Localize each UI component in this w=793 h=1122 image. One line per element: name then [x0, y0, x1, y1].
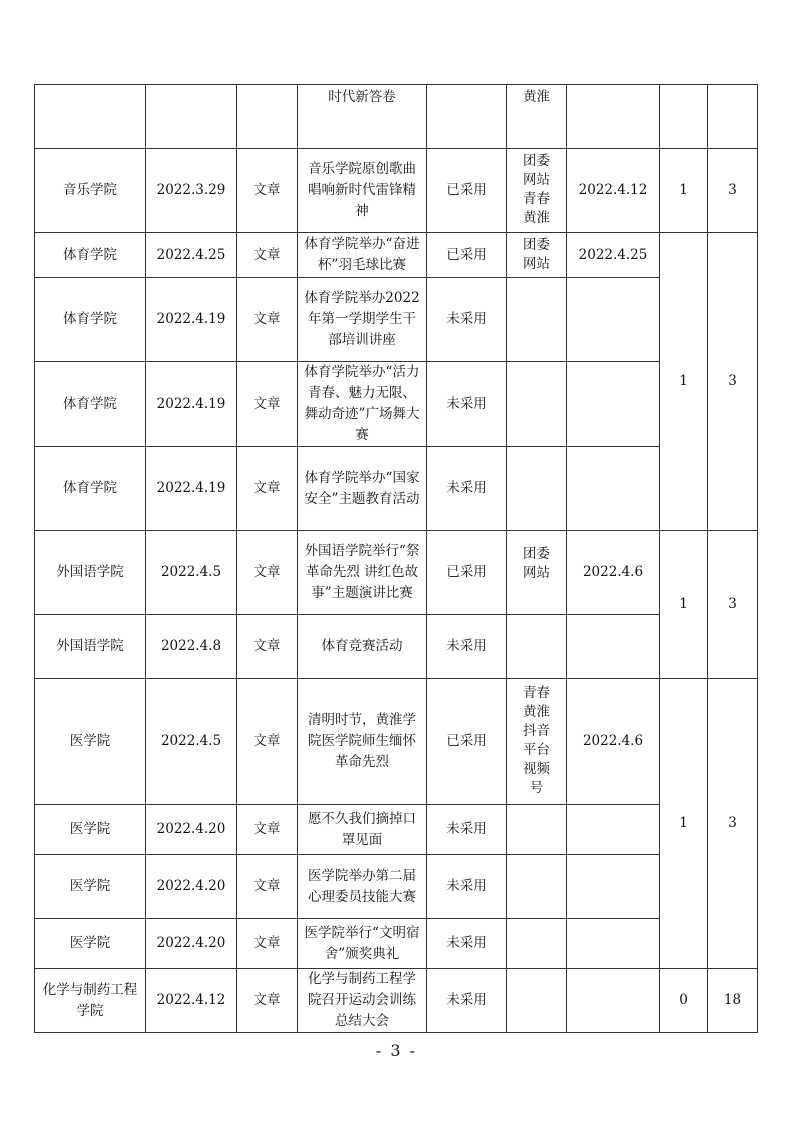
- cell-platform: 团委网站: [507, 531, 567, 615]
- cell-adopted: 1: [660, 531, 708, 679]
- cell-pubdate: [567, 919, 660, 969]
- cell-total: 3: [708, 233, 758, 531]
- table-row: [35, 362, 758, 447]
- cell-adopted: 1: [660, 149, 708, 233]
- cell-college: 医学院: [35, 805, 146, 855]
- cell-status: 未采用: [427, 362, 507, 447]
- cell-status: 已采用: [427, 679, 507, 805]
- table-row: [35, 919, 758, 969]
- cell-total: [708, 85, 758, 149]
- cell-date: 2022.4.12: [146, 969, 237, 1033]
- cell-status: [427, 85, 507, 149]
- cell-title: 体育学院举办“奋进杯”羽毛球比赛: [298, 233, 427, 278]
- cell-college: 医学院: [35, 855, 146, 919]
- cell-adopted: [660, 85, 708, 149]
- cell-college: 医学院: [35, 679, 146, 805]
- cell-college: 医学院: [35, 919, 146, 969]
- cell-type: 文章: [237, 278, 298, 362]
- table-row: [35, 855, 758, 919]
- cell-platform: [507, 805, 567, 855]
- cell-type: 文章: [237, 855, 298, 919]
- table-row: [35, 531, 758, 615]
- cell-date: [146, 85, 237, 149]
- cell-title: 化学与制药工程学院召开运动会训练总结大会: [298, 969, 427, 1033]
- cell-status: 未采用: [427, 615, 507, 679]
- cell-date: 2022.4.19: [146, 447, 237, 531]
- cell-college: [35, 85, 146, 149]
- cell-title: 清明时节，黄淮学院医学院师生缅怀革命先烈: [298, 679, 427, 805]
- cell-title: 体育学院举办2022年第一学期学生干部培训讲座: [298, 278, 427, 362]
- cell-adopted: 1: [660, 679, 708, 969]
- cell-date: 2022.4.5: [146, 531, 237, 615]
- cell-title: 外国语学院举行“祭革命先烈 讲红色故事”主题演讲比赛: [298, 531, 427, 615]
- cell-platform: [507, 969, 567, 1033]
- cell-pubdate: [567, 969, 660, 1033]
- cell-college: 体育学院: [35, 447, 146, 531]
- cell-pubdate: 2022.4.6: [567, 531, 660, 615]
- cell-platform: [507, 919, 567, 969]
- cell-college: 体育学院: [35, 278, 146, 362]
- table-row: [35, 615, 758, 679]
- cell-status: 已采用: [427, 531, 507, 615]
- cell-status: 未采用: [427, 805, 507, 855]
- cell-college: 外国语学院: [35, 531, 146, 615]
- cell-pubdate: [567, 615, 660, 679]
- cell-total: 3: [708, 679, 758, 969]
- cell-title: 医学院举行“文明宿舍”颁奖典礼: [298, 919, 427, 969]
- cell-platform: [507, 855, 567, 919]
- table-row: [35, 233, 758, 278]
- table-row: [35, 679, 758, 805]
- table-row: [35, 85, 758, 149]
- cell-pubdate: 2022.4.6: [567, 679, 660, 805]
- cell-title: 体育竞赛活动: [298, 615, 427, 679]
- cell-title: 体育学院举办“活力青春、魅力无限、舞动奇迹”广场舞大赛: [298, 362, 427, 447]
- cell-date: 2022.3.29: [146, 149, 237, 233]
- cell-pubdate: [567, 855, 660, 919]
- cell-status: 未采用: [427, 969, 507, 1033]
- table-row: [35, 447, 758, 531]
- cell-platform: [507, 615, 567, 679]
- cell-platform: 团委网站: [507, 233, 567, 278]
- cell-date: 2022.4.5: [146, 679, 237, 805]
- cell-status: 未采用: [427, 278, 507, 362]
- cell-college: 外国语学院: [35, 615, 146, 679]
- cell-pubdate: 2022.4.25: [567, 233, 660, 278]
- cell-type: 文章: [237, 805, 298, 855]
- table-row: [35, 805, 758, 855]
- cell-type: 文章: [237, 615, 298, 679]
- cell-adopted: 1: [660, 233, 708, 531]
- cell-type: 文章: [237, 362, 298, 447]
- cell-college: 体育学院: [35, 362, 146, 447]
- cell-status: 已采用: [427, 149, 507, 233]
- cell-pubdate: [567, 278, 660, 362]
- cell-pubdate: [567, 805, 660, 855]
- cell-title: 愿不久我们摘掉口罩见面: [298, 805, 427, 855]
- page-number: - 3 -: [375, 1041, 418, 1060]
- cell-type: 文章: [237, 919, 298, 969]
- cell-pubdate: 2022.4.12: [567, 149, 660, 233]
- cell-type: 文章: [237, 969, 298, 1033]
- cell-platform: 黄淮: [507, 85, 567, 149]
- table-row: [35, 149, 758, 233]
- cell-status: 已采用: [427, 233, 507, 278]
- cell-platform: [507, 447, 567, 531]
- cell-platform: 团委网站青春黄淮: [507, 149, 567, 233]
- cell-date: 2022.4.8: [146, 615, 237, 679]
- cell-type: [237, 85, 298, 149]
- cell-adopted: 0: [660, 969, 708, 1033]
- table-row: [35, 969, 758, 1033]
- cell-platform: [507, 278, 567, 362]
- cell-title: 体育学院举办“国家安全”主题教育活动: [298, 447, 427, 531]
- cell-title: 音乐学院原创歌曲唱响新时代雷锋精神: [298, 149, 427, 233]
- cell-type: 文章: [237, 679, 298, 805]
- cell-date: 2022.4.20: [146, 919, 237, 969]
- cell-college: 化学与制药工程学院: [35, 969, 146, 1033]
- table-row: [35, 278, 758, 362]
- submission-table: [34, 84, 758, 1033]
- cell-date: 2022.4.20: [146, 855, 237, 919]
- cell-date: 2022.4.19: [146, 362, 237, 447]
- cell-total: 18: [708, 969, 758, 1033]
- cell-type: 文章: [237, 233, 298, 278]
- cell-status: 未采用: [427, 919, 507, 969]
- cell-date: 2022.4.25: [146, 233, 237, 278]
- cell-type: 文章: [237, 447, 298, 531]
- cell-pubdate: [567, 362, 660, 447]
- cell-type: 文章: [237, 531, 298, 615]
- cell-date: 2022.4.20: [146, 805, 237, 855]
- cell-date: 2022.4.19: [146, 278, 237, 362]
- cell-total: 3: [708, 149, 758, 233]
- cell-pubdate: [567, 85, 660, 149]
- cell-college: 音乐学院: [35, 149, 146, 233]
- cell-college: 体育学院: [35, 233, 146, 278]
- cell-title: 医学院举办第二届心理委员技能大赛: [298, 855, 427, 919]
- cell-status: 未采用: [427, 447, 507, 531]
- cell-status: 未采用: [427, 855, 507, 919]
- cell-pubdate: [567, 447, 660, 531]
- cell-platform: 青春黄淮抖音平台视频号: [507, 679, 567, 805]
- cell-total: 3: [708, 531, 758, 679]
- cell-platform: [507, 362, 567, 447]
- cell-title: 时代新答卷: [298, 85, 427, 149]
- cell-type: 文章: [237, 149, 298, 233]
